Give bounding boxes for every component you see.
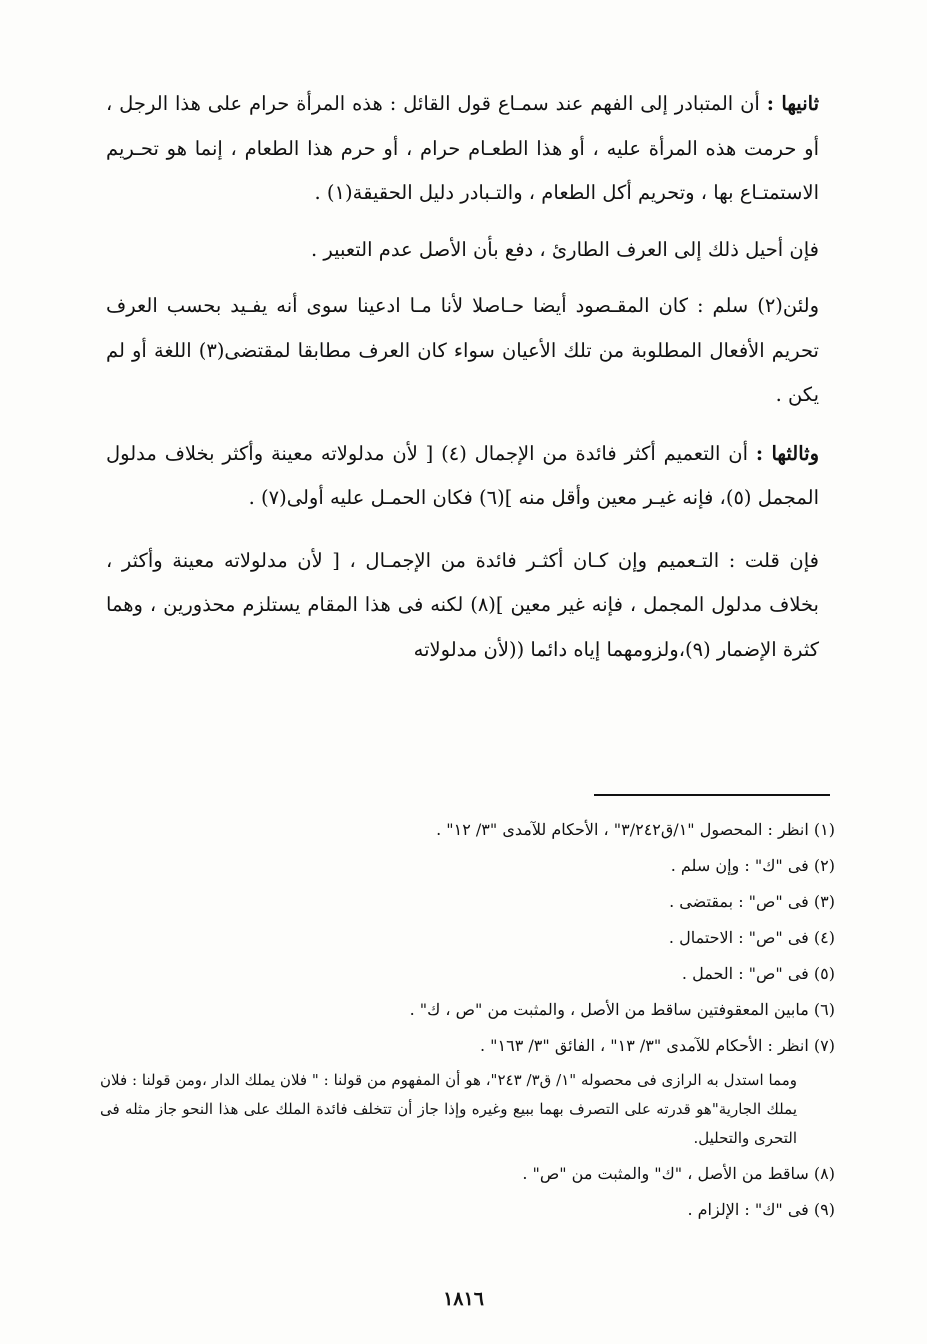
footnote-7 [100, 1028, 835, 1064]
main-text [106, 82, 819, 672]
footnote-5 [100, 956, 835, 992]
footnote-text: فى "ك" : وإن سلم . [670, 856, 809, 875]
footnote-number: (٢) [813, 856, 835, 875]
footnote-9 [100, 1192, 835, 1228]
footnote-number: (٤) [813, 928, 835, 947]
footnote-1 [100, 812, 835, 848]
footnote-number: (٦) [813, 1000, 835, 1019]
paragraph-text: ولئن(٢) سلم : كان المقـصود أيضا حـاصلا لأنا مـا ادعينا سوى أنه يفـيد بحسب العرف تحريم الأفعال المطلوبة من تلك الأعيان سواء كان العرف مطابقا لمقتضى(٣) اللغة أو لم يكن . [106, 294, 819, 406]
footnote-text: فى "ص" : الاحتمال . [668, 928, 809, 947]
paragraph-text: أن المتبادر إلى الفهم عند سمـاع قول القائل : هذه المرأة حرام على هذا الرجل ، أو حرمت هذه المرأة عليه ، أو هذا الطعـام حرام ، أو حرم هذا الطعام ، إنما هو تحـريم الاستمتـاع بها ، وتحريم أكل الطعام ، والتـبادر دليل الحقيقة(١) . [106, 92, 819, 204]
paragraph-lead: ثانيها : [766, 92, 819, 115]
footnote-number: (٨) [813, 1164, 835, 1183]
paragraph-5 [106, 539, 819, 673]
footnote-text: فى "ك" : الإلزام . [687, 1200, 809, 1219]
footnotes [100, 812, 835, 1228]
paragraph-text: أن التعميم أكثر فائدة من الإجمال (٤) [ لأن مدلولاته معينة وأكثر بخلاف مدلول المجمل (٥)، فإنه غيـر معين وأقل منه ](٦) فكان الحمـل عليه أولى(٧) . [106, 441, 819, 509]
paragraph-text: فإن قلت : التـعميم وإن كـان أكثـر فائدة من الإجمـال ، [ لأن مدلولاته معينة وأكثر ، بخلاف مدلول المجمل ، فإنه غير معين ](٨) لكنه فى هذا المقام يستلزم محذورين ، وهما كثرة الإضمار (٩)،ولزومهما إياه دائما ((لأن مدلولاته [106, 548, 819, 661]
footnote-text: انظر : المحصول "١/ق٣/٢٤٢" ، الأحكام للآمدى "٣/ ١٢" . [436, 820, 809, 839]
paragraph-1 [106, 82, 819, 216]
footnote-number: (٩) [813, 1200, 835, 1219]
footnote-text: ساقط من الأصل ، "ك" والمثبت من "ص" . [522, 1164, 809, 1183]
page-number: ١٨١٦ [443, 1288, 484, 1310]
footnote-text: فى "ص" : الحمل . [681, 964, 809, 983]
paragraph-4 [106, 432, 819, 521]
footnote-text: مابين المعقوفتين ساقط من الأصل ، والمثبت من "ص ، ك" . [409, 1000, 809, 1019]
footnote-text: فى "ص" : بمقتضى . [669, 892, 809, 911]
paragraph-lead: وثالثها : [755, 441, 819, 465]
paragraph-text: فإن أحيل ذلك إلى العرف الطارئ ، دفع بأن الأصل عدم التعبير . [310, 237, 819, 261]
footnote-number: (٧) [813, 1036, 835, 1055]
footnote-2 [100, 848, 835, 884]
footnote-6 [100, 992, 835, 1028]
footnote-text: انظر : الأحكام للآمدى "٣/ ١٣" ، الفائق "٣/ ١٦٣" . [479, 1036, 809, 1055]
footnote-number: (١) [813, 820, 835, 839]
footnote-divider [594, 794, 830, 796]
footnote-7-commentary: ومما استدل به الرازى فى محصوله "١/ ق٣/ ٢٤٣"، هو أن المفهوم من قولنا : " فلان يملك الدار ،ومن قولنا : فلان يملك الجارية"هو قدرته على التصرف بهما ببيع وغيره وإذا جاز أن تتخلف فائدة الملك على هذا النحو جاز مثله فى التحرى والتحليل. [100, 1071, 797, 1147]
footnote-4 [100, 920, 835, 956]
footnote-number: (٥) [813, 964, 835, 983]
footnote-3 [100, 884, 835, 920]
footnote-8 [100, 1156, 835, 1192]
paragraph-3 [106, 284, 819, 418]
paragraph-2 [106, 228, 819, 273]
footnote-number: (٣) [813, 892, 835, 911]
